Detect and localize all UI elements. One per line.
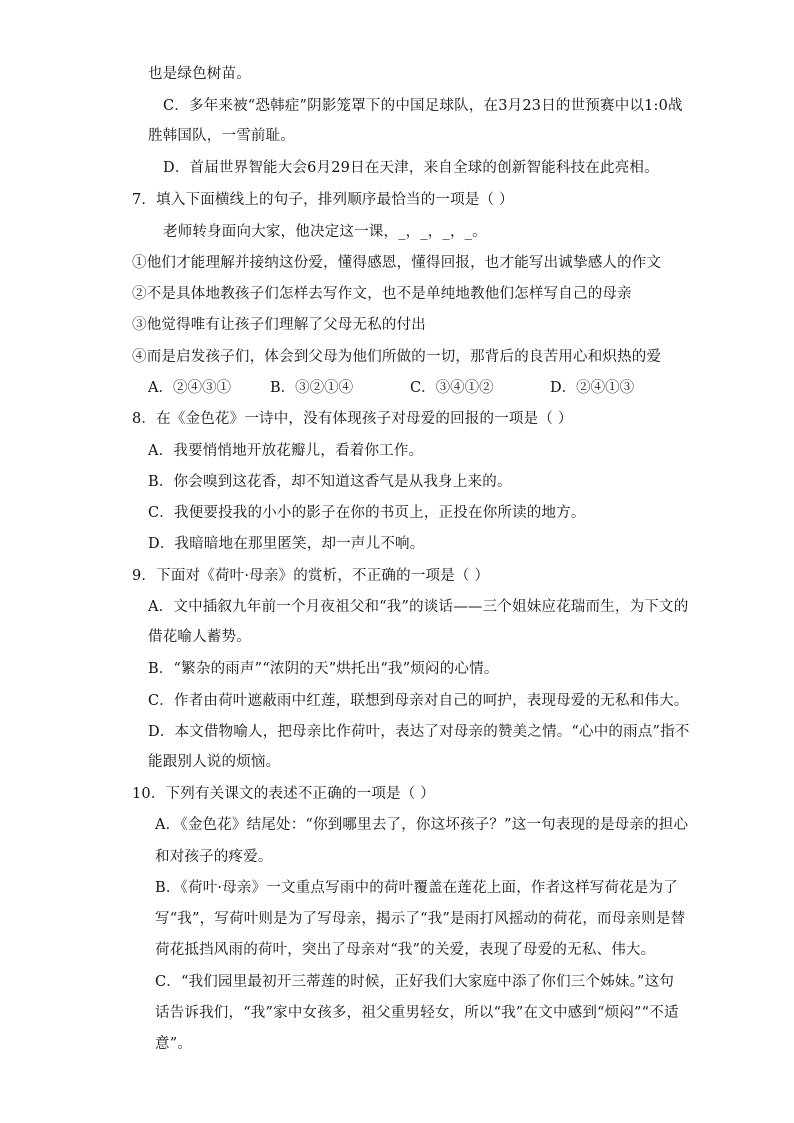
question-8-stem: 8．在《金色花》一诗中，没有体现孩子对母爱的回报的一项是（ ） xyxy=(132,411,573,427)
text-line: C．作者由荷叶遮蔽雨中红莲，联想到母亲对自己的呵护，表现母爱的无私和伟大。 xyxy=(148,693,689,709)
text-line: 荷花抵挡风雨的荷叶，突出了母亲对“我”的关爱，表现了母爱的无私、伟大。 xyxy=(155,942,656,958)
text-line: A．文中插叙九年前一个月夜祖父和“我”的谈话——三个姐妹应花瑞而生，为下文的 xyxy=(148,599,689,615)
text-line: A．《金色花》结尾处：“你到哪里去了，你这坏孩子？”这一句表现的是母亲的担心 xyxy=(155,817,689,833)
sentence-option: ④而是启发孩子们，体会到父母为他们所做的一切，那背后的良苦用心和炽热的爱 xyxy=(132,349,662,365)
text-line: B．《荷叶·母亲》一文重点写雨中的荷叶覆盖在莲花上面，作者这样写荷花是为了 xyxy=(155,880,678,896)
question-7-stem: 7．填入下面横线上的句子，排列顺序最恰当的一项是（ ） xyxy=(132,192,514,208)
text-line: A．我要悄悄地开放花瓣儿，看着你工作。 xyxy=(148,443,424,459)
sentence-option: ②不是具体地教孩子们怎样去写作文，也不是单纯地教他们怎样写自己的母亲 xyxy=(132,286,632,302)
question-9-stem: 9．下面对《荷叶·母亲》的赏析，不正确的一项是（ ） xyxy=(132,568,490,584)
text-line: C．“我们园里最初开三蒂莲的时候，正好我们大家庭中添了你们三个姊妹。”这句 xyxy=(155,974,675,990)
text-line: 意”。 xyxy=(155,1036,193,1052)
text-line: B．你会嗅到这花香，却不知道这香气是从我身上来的。 xyxy=(148,474,512,490)
text-line: D．本文借物喻人，把母亲比作荷叶，表达了对母亲的赞美之情。“心中的雨点”指不 xyxy=(148,724,690,740)
option-b: B．③②①④ xyxy=(270,380,354,396)
question-10-stem: 10．下列有关课文的表述不正确的一项是（ ） xyxy=(132,786,435,802)
option-d: D．②④①③ xyxy=(550,380,635,396)
text-line: D．首届世界智能大会6月29日在天津，来自全球的创新智能科技在此亮相。 xyxy=(163,160,659,176)
sentence-option: ①他们才能理解并接纳这份爱，懂得感恩，懂得回报，也才能写出诚挚感人的作文 xyxy=(132,255,662,271)
text-line: 借花喻人蓄势。 xyxy=(148,629,251,645)
text-line: 能跟别人说的烦恼。 xyxy=(148,754,281,770)
option-c: C．③④①② xyxy=(410,380,494,396)
text-line: C．多年来被“恐韩症”阴影笼罩下的中国足球队，在3月23日的世预赛中以1:0战 xyxy=(163,98,683,114)
text-line: B．“繁杂的雨声”“浓阴的天”烘托出“我”烦闷的心情。 xyxy=(148,661,499,677)
sentence-option: ③他觉得唯有让孩子们理解了父母无私的付出 xyxy=(132,317,426,333)
option-a: A．②④③① xyxy=(148,380,231,396)
text-line: 胜韩国队，一雪前耻。 xyxy=(148,128,295,144)
text-line: 话告诉我们，“我”家中女孩多，祖父重男轻女，所以“我”在文中感到“烦闷”“不适 xyxy=(155,1005,679,1021)
text-line: C．我便要投我的小小的影子在你的书页上，正投在你所读的地方。 xyxy=(148,505,586,521)
text-line: 也是绿色树苗。 xyxy=(148,66,251,82)
text-line: 和对孩子的疼爱。 xyxy=(155,849,273,865)
text-line: D．我暗暗地在那里匿笑，却一声儿不响。 xyxy=(148,536,425,552)
text-line: 老师转身面向大家，他决定这一课，_，_，_，_。 xyxy=(163,224,487,240)
text-line: 写“我”，写荷叶则是为了写母亲，揭示了“我”是雨打风摇动的荷花，而母亲则是替 xyxy=(155,911,686,927)
